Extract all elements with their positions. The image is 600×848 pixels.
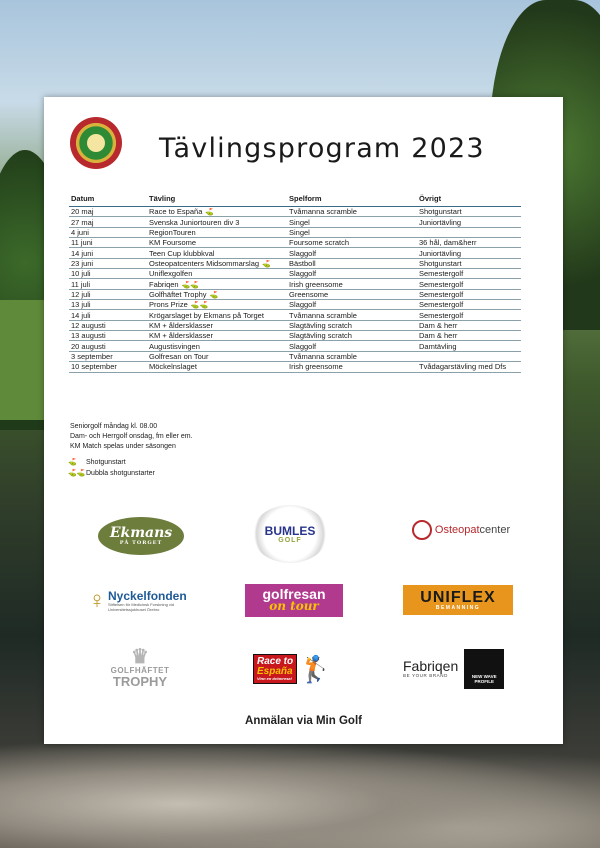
spine-icon bbox=[412, 520, 432, 540]
cell-date: 11 juli bbox=[69, 279, 147, 289]
cell-date: 12 augusti bbox=[69, 320, 147, 330]
legend-single: ⛳ Shotgunstart bbox=[68, 459, 126, 466]
grass bbox=[0, 300, 50, 420]
golf-flag-icon: ⛳ bbox=[205, 209, 215, 217]
sponsor-ekmans-logo[interactable]: Ekmans PÅ TORGET bbox=[98, 517, 184, 555]
club-logo bbox=[70, 117, 122, 169]
double-golf-flag-icon: ⛳⛳ bbox=[68, 470, 86, 477]
cell-event: Uniflexgolfen bbox=[147, 269, 287, 279]
table-row bbox=[69, 310, 521, 320]
cell-event: Fabriqen ⛳⛳ bbox=[147, 279, 287, 289]
cell-other: Semestergolf bbox=[417, 269, 521, 279]
sponsor-osteopatcenter-logo[interactable]: Osteopat center bbox=[396, 515, 526, 545]
cell-event: KM + åldersklasser bbox=[147, 331, 287, 341]
cell-other: Semestergolf bbox=[417, 300, 521, 310]
cell-event: Golfhäftet Trophy ⛳ bbox=[147, 289, 287, 299]
cell-event: Prons Prize ⛳⛳ bbox=[147, 300, 287, 310]
cell-date: 14 juli bbox=[69, 310, 147, 320]
sponsor-uniflex-logo[interactable]: UNIFLEX BEMANNING bbox=[403, 585, 513, 615]
table-row bbox=[69, 279, 521, 289]
cell-date: 10 september bbox=[69, 362, 147, 372]
cell-date: 4 juni bbox=[69, 227, 147, 237]
notes bbox=[70, 422, 193, 452]
table-row bbox=[69, 362, 521, 372]
cell-format: Tvåmanna scramble bbox=[287, 207, 417, 217]
cell-other: Damtävling bbox=[417, 341, 521, 351]
cell-format: Singel bbox=[287, 227, 417, 237]
cell-format: Foursome scratch bbox=[287, 238, 417, 248]
cell-date: 27 maj bbox=[69, 217, 147, 227]
cell-other: Shotgunstart bbox=[417, 207, 521, 217]
cell-date: 20 augusti bbox=[69, 341, 147, 351]
cell-date: 13 augusti bbox=[69, 331, 147, 341]
cell-format: Greensome bbox=[287, 289, 417, 299]
cell-other: Tvådagarstävling med Dfs bbox=[417, 362, 521, 372]
double-golf-flag-icon: ⛳⛳ bbox=[190, 302, 209, 310]
cell-date: 23 juni bbox=[69, 258, 147, 268]
crown-icon: ♛ bbox=[131, 645, 149, 668]
river-rapids bbox=[0, 738, 600, 848]
table-row bbox=[69, 227, 521, 237]
table-row bbox=[69, 217, 521, 227]
cell-format: Bästboll bbox=[287, 258, 417, 268]
cell-date: 20 maj bbox=[69, 207, 147, 217]
sponsor-nyckelfonden-logo[interactable]: ♀ Nyckelfonden Stiftelsen för Medicinsk Forskning vid Universitetssjukhuset Örebro bbox=[88, 587, 187, 614]
table-row bbox=[69, 320, 521, 330]
table-row bbox=[69, 269, 521, 279]
sponsor-bumles-logo[interactable]: BUMLES GOLF bbox=[252, 505, 328, 563]
cell-event: Möckelnslaget bbox=[147, 362, 287, 372]
header-ovrigt: Övrigt bbox=[417, 194, 521, 207]
cell-event: Osteopatcenters Midsommarslag ⛳ bbox=[147, 258, 287, 268]
sponsor-golfhaftet-logo[interactable]: ♛ GOLFHÄFTET TROPHY bbox=[110, 645, 170, 689]
golf-flag-icon: ⛳ bbox=[209, 291, 219, 299]
cell-format: Irish greensome bbox=[287, 362, 417, 372]
cell-format: Slagtävling scratch bbox=[287, 331, 417, 341]
golf-flag-icon: ⛳ bbox=[262, 260, 271, 268]
table-row bbox=[69, 289, 521, 299]
cell-other bbox=[417, 227, 521, 237]
new-wave-badge: NEW WAVE PROFILE bbox=[464, 649, 504, 689]
competition-table bbox=[69, 194, 521, 373]
table-row bbox=[69, 351, 521, 361]
cell-date: 11 juni bbox=[69, 238, 147, 248]
table-row bbox=[69, 238, 521, 248]
table-row bbox=[69, 248, 521, 258]
cell-event: Augustisvingen bbox=[147, 341, 287, 351]
legend-double: ⛳⛳Dubbla shotgunstarter bbox=[68, 470, 155, 477]
note-line: Seniorgolf måndag kl. 08.00 bbox=[70, 423, 158, 430]
cell-event: Race to España ⛳ bbox=[147, 207, 287, 217]
note-line: Dam- och Herrgolf onsdag, fm eller em. bbox=[70, 433, 193, 440]
cell-date: 13 juli bbox=[69, 300, 147, 310]
sponsor-golfresan-logo[interactable]: golfresan on tour bbox=[245, 584, 343, 617]
double-golf-flag-icon: ⛳⛳ bbox=[181, 281, 200, 289]
note-line: KM Match spelas under säsongen bbox=[70, 443, 176, 450]
cell-date: 12 juli bbox=[69, 289, 147, 299]
cell-format: Slaggolf bbox=[287, 341, 417, 351]
program-card bbox=[44, 97, 563, 744]
cell-date: 14 juni bbox=[69, 248, 147, 258]
cell-other: Semestergolf bbox=[417, 289, 521, 299]
cell-other: Juniortävling bbox=[417, 217, 521, 227]
cell-format: Irish greensome bbox=[287, 279, 417, 289]
cell-other: Semestergolf bbox=[417, 279, 521, 289]
cell-date: 10 juli bbox=[69, 269, 147, 279]
cell-format: Slaggolf bbox=[287, 269, 417, 279]
cell-format: Tvåmanna scramble bbox=[287, 351, 417, 361]
table-header bbox=[69, 194, 521, 207]
header-datum: Datum bbox=[69, 194, 147, 207]
golfer-icon: 🏌 bbox=[299, 653, 332, 684]
cell-date: 3 september bbox=[69, 351, 147, 361]
cell-format: Slagtävling scratch bbox=[287, 320, 417, 330]
cell-event: Golfresan on Tour bbox=[147, 351, 287, 361]
header-spelform: Spelform bbox=[287, 194, 417, 207]
cell-format: Slaggolf bbox=[287, 300, 417, 310]
cell-other: 36 hål, dam&herr bbox=[417, 238, 521, 248]
cell-format: Singel bbox=[287, 217, 417, 227]
cell-other: Juniortävling bbox=[417, 248, 521, 258]
sponsor-race-to-espana-logo[interactable]: Race to España Vinn en drömresa! 🏌 bbox=[253, 645, 339, 693]
legend bbox=[68, 457, 155, 479]
cell-other: Dam & herr bbox=[417, 331, 521, 341]
key-icon: ♀ bbox=[88, 587, 106, 614]
cell-other: Semestergolf bbox=[417, 310, 521, 320]
table-row bbox=[69, 341, 521, 351]
page-title: Tävlingsprogram 2023 bbox=[159, 133, 485, 164]
cell-other bbox=[417, 351, 521, 361]
table-row bbox=[69, 207, 521, 217]
cell-format: Slaggolf bbox=[287, 248, 417, 258]
table-row bbox=[69, 258, 521, 268]
golf-flag-icon: ⛳ bbox=[68, 459, 77, 466]
cell-event: Krögarslaget by Ekmans på Torget bbox=[147, 310, 287, 320]
cell-event: KM + åldersklasser bbox=[147, 320, 287, 330]
cell-event: KM Foursome bbox=[147, 238, 287, 248]
table-row bbox=[69, 331, 521, 341]
cell-format: Tvåmanna scramble bbox=[287, 310, 417, 320]
table-row bbox=[69, 300, 521, 310]
sponsor-fabriqen-logo[interactable]: Fabriqen BE YOUR BRAND NEW WAVE PROFILE bbox=[403, 648, 515, 690]
cell-event: Teen Cup klubbkval bbox=[147, 248, 287, 258]
cell-event: RegionTouren bbox=[147, 227, 287, 237]
cell-other: Shotgunstart bbox=[417, 258, 521, 268]
registration-note: Anmälan via Min Golf bbox=[245, 715, 362, 727]
cell-event: Svenska Juniortouren div 3 bbox=[147, 217, 287, 227]
header-tavling: Tävling bbox=[147, 194, 287, 207]
cell-other: Dam & herr bbox=[417, 320, 521, 330]
